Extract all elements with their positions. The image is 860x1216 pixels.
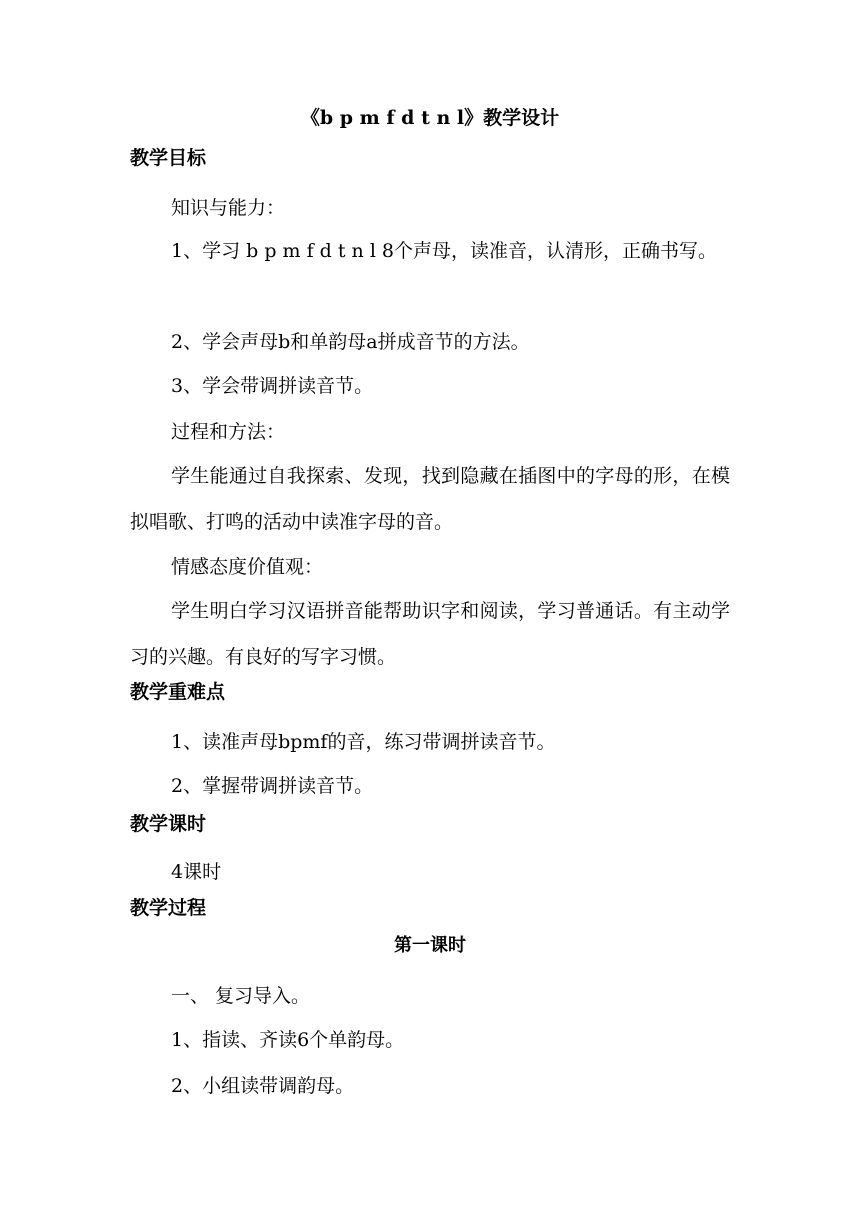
emotion-text: 学生明白学习汉语拼音能帮助识字和阅读，学习普通话。有主动学习的兴趣。有良好的写字习惯。	[130, 600, 730, 668]
process-label: 过程和方法：	[171, 421, 286, 443]
section-heading-hours: 教学课时	[130, 813, 207, 835]
process-text: 学生能通过自我探索、发现，找到隐藏在插图中的字母的形，在模拟唱歌、打鸣的活动中读准字母的音。	[130, 465, 730, 533]
knowledge-label: 知识与能力：	[171, 197, 286, 219]
section-heading-process: 教学过程	[130, 897, 207, 919]
document-title: 《b p m f d t n l》教学设计	[300, 107, 560, 129]
key-point-2: 2、掌握带调拼读音节。	[171, 775, 374, 797]
knowledge-item-2: 2、学会声母b和单韵母a拼成音节的方法。	[171, 331, 530, 353]
hours-value: 4课时	[171, 861, 222, 883]
knowledge-item-1: 1、学习 b p m f d t n l 8个声母，读准音，认清形，正确书写。	[171, 240, 718, 262]
process-item-2: 2、小组读带调韵母。	[171, 1075, 355, 1097]
section-heading-goals: 教学目标	[130, 147, 207, 169]
knowledge-item-3: 3、学会带调拼读音节。	[171, 375, 374, 397]
process-step-1: 一、 复习导入。	[171, 985, 311, 1007]
lesson-title: 第一课时	[394, 935, 466, 956]
process-item-1: 1、指读、齐读6个单韵母。	[171, 1029, 405, 1051]
emotion-label: 情感态度价值观：	[171, 556, 324, 578]
section-heading-key-points: 教学重难点	[130, 681, 226, 703]
key-point-1: 1、读准声母bpmf的音，练习带调拼读音节。	[171, 731, 556, 753]
